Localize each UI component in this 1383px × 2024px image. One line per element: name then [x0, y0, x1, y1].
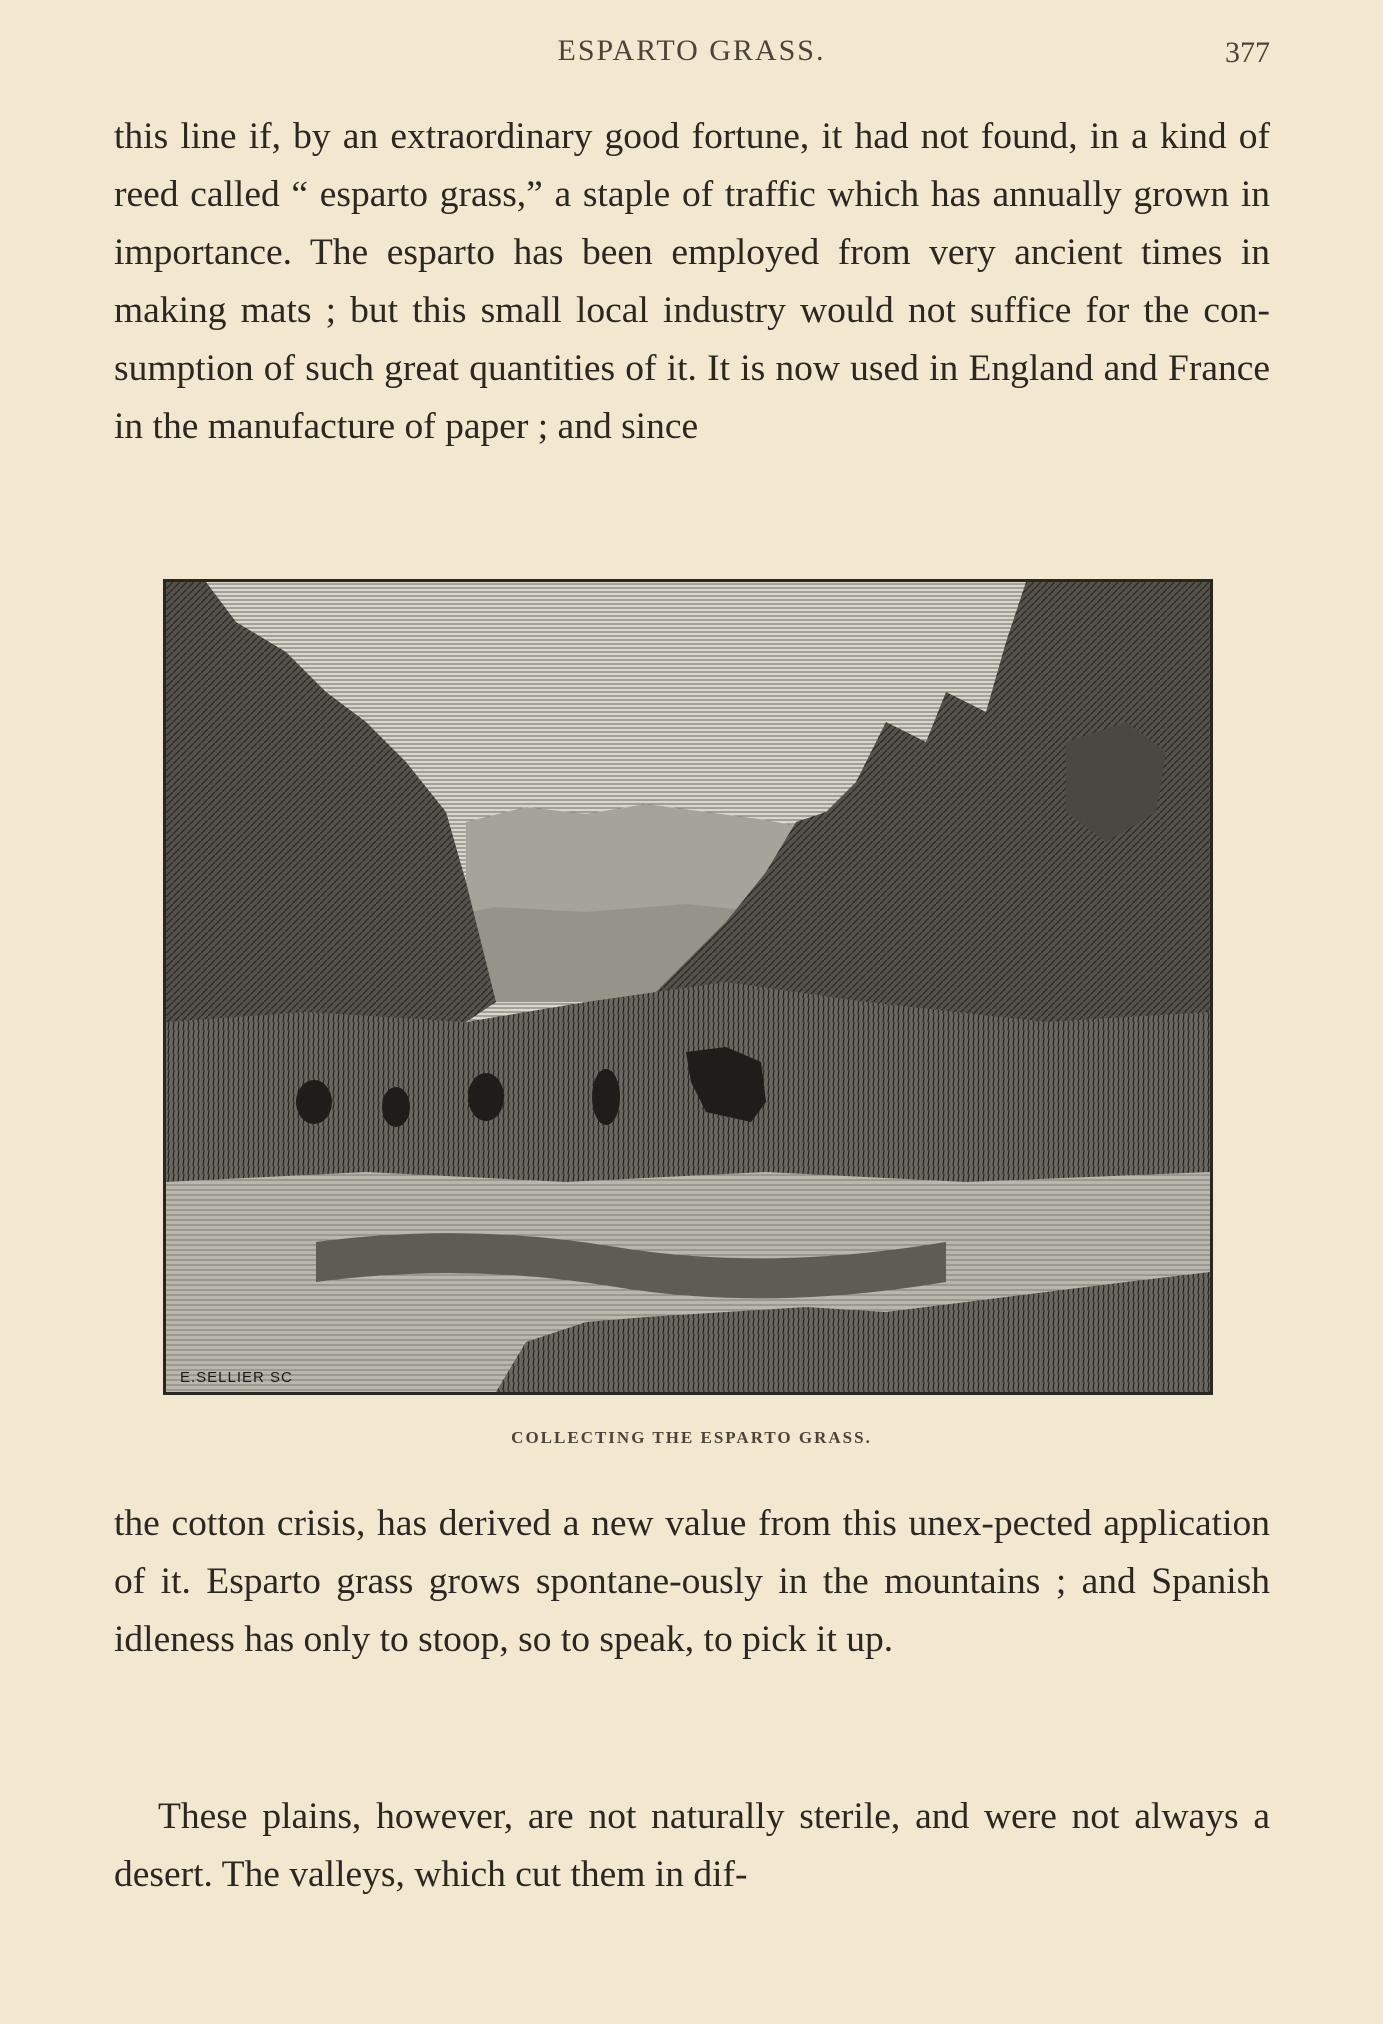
- paragraph-new: [114, 1788, 1270, 1904]
- engraver-signature: E.SELLIER SC: [180, 1369, 293, 1386]
- running-head: [0, 30, 1383, 70]
- paragraph-text: the cotton crisis, has derived a new value from this unex-pected application of it. Esparto grass grows spontane-ously in the mountains ; and Spanish idleness has only to stoop, so to speak, to pick it up.: [114, 1503, 1270, 1660]
- figure-caption: COLLECTING THE ESPARTO GRASS.: [511, 1428, 872, 1447]
- page-number: 377: [1225, 36, 1270, 69]
- paragraph-top: [114, 108, 1270, 456]
- paragraph-text: These plains, however, are not naturally sterile, and were not always a desert. The valleys, which cut them in dif-: [114, 1796, 1270, 1895]
- running-title: ESPARTO GRASS.: [557, 34, 826, 67]
- engraving-illustration: [163, 579, 1213, 1395]
- paragraph-continued: [114, 1495, 1270, 1669]
- landscape-engraving: [166, 582, 1210, 1392]
- paragraph-text: this line if, by an extraordinary good fortune, it had not found, in a kind of reed called “ esparto grass,” a staple of traffic which has annually grown in importance. The esparto has been employed from very ancient times in making mats ; but this small local industry would not suffice for the con-sumption of such great quantities of it. It is now used in England and France in the manufacture of paper ; and since: [114, 116, 1270, 447]
